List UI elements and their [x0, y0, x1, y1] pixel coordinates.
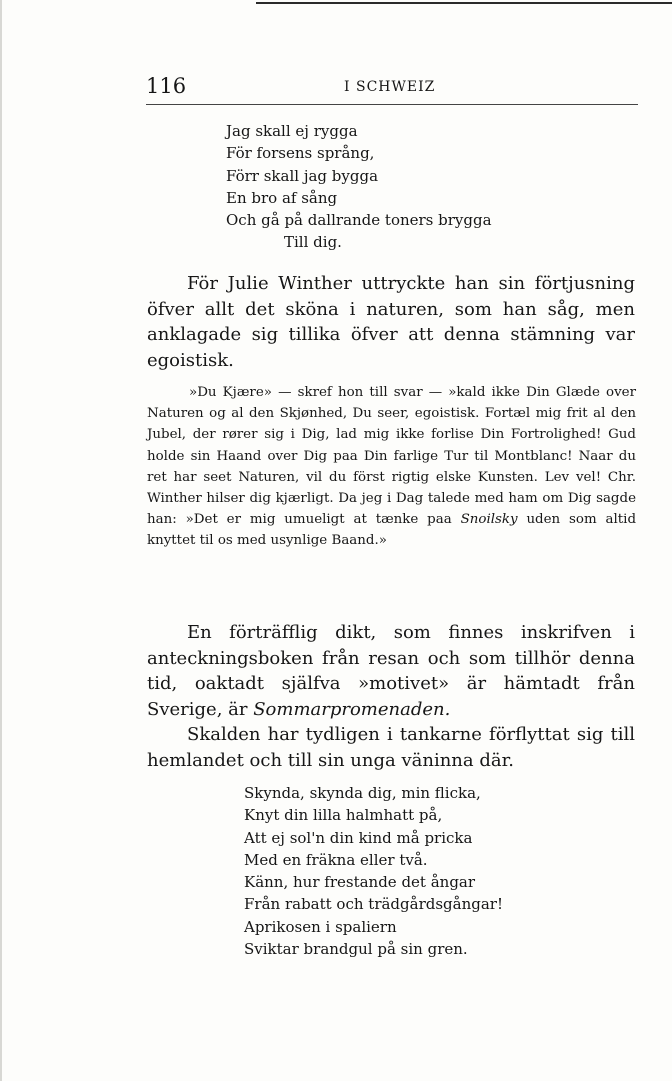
body-text-block-1	[147, 271, 635, 373]
quote-name-italic: Snoilsky	[460, 512, 518, 528]
page-number: 116	[146, 74, 187, 98]
poem-title-italic: Sommarpromenaden.	[253, 698, 451, 720]
running-head: I SCHWEIZ	[344, 79, 436, 95]
verse-line: Känn, hur frestande det ångar	[244, 873, 476, 892]
quote-text-end: uden som altid knyttet til os med usynlige Baand.»	[147, 512, 637, 549]
paragraph	[147, 620, 635, 722]
paragraph: Skalden har tydligen i tankarne förflyttat sig till hemlandet och till sin unga väninna där.	[147, 724, 635, 771]
scan-edge-top	[256, 2, 672, 4]
header-rule	[146, 104, 638, 105]
scan-edge-left	[0, 0, 2, 1081]
verse-line: Till dig.	[284, 233, 342, 252]
verse-line: Aprikosen i spaliern	[244, 917, 397, 936]
body-text-block-2	[147, 620, 635, 774]
verse-line: En bro af sång	[226, 188, 338, 207]
verse-line: Knyt din lilla halmhatt på,	[244, 806, 443, 825]
verse-line: Skynda, skynda dig, min flicka,	[244, 784, 481, 802]
verse-line: Förr skall jag bygga	[226, 166, 379, 185]
verse-line: Och gå på dallrande toners brygga	[226, 211, 492, 230]
verse-line: Med en fräkna eller två.	[244, 850, 428, 869]
quote-text: »Du Kjære» — skref hon till svar — »kald ikke Din Glæde over Naturen og al den Skjønhed, Du seer, egoistisk. Fortæl mig frit al den Jubel, der rører sig i Dig, lad mig ikke forlise Din Fortrolighed! Gud holde sin Haand over Dig paa Din farlige Tur til Montblanc! Naar du ret har seet Naturen, vil du först rigtig elske Kunsten. Lev vel! Chr. Winther hilser dig kjærligt. Da jeg i Dag talede med ham om Dig sagde han: »Det er mig umueligt at tænke paa	[147, 385, 636, 528]
verse-line: Sviktar brandgul på sin gren.	[244, 940, 468, 959]
letter-quote	[147, 382, 636, 552]
verse-line: För forsens språng,	[226, 144, 375, 163]
poem-stanza-1	[226, 120, 492, 254]
verse-line: Jag skall ej rygga	[226, 122, 358, 140]
page-header	[146, 74, 636, 102]
poem-stanza-2	[244, 782, 503, 960]
verse-line: Att ej sol'n din kind må pricka	[244, 828, 473, 847]
paragraph-text: En förträfflig dikt, som finnes inskrifven i anteckningsboken från resan och som tillhör denna tid, oaktadt själfva »motivet» är hämtadt från Sverige, är	[147, 622, 635, 720]
paragraph: För Julie Winther uttryckte han sin förtjusning öfver allt det sköna i naturen, som han såg, men anklagade sig tillika öfver att denna stämning var egoistisk.	[147, 273, 635, 371]
verse-line: Från rabatt och trädgårdsgångar!	[244, 895, 503, 914]
